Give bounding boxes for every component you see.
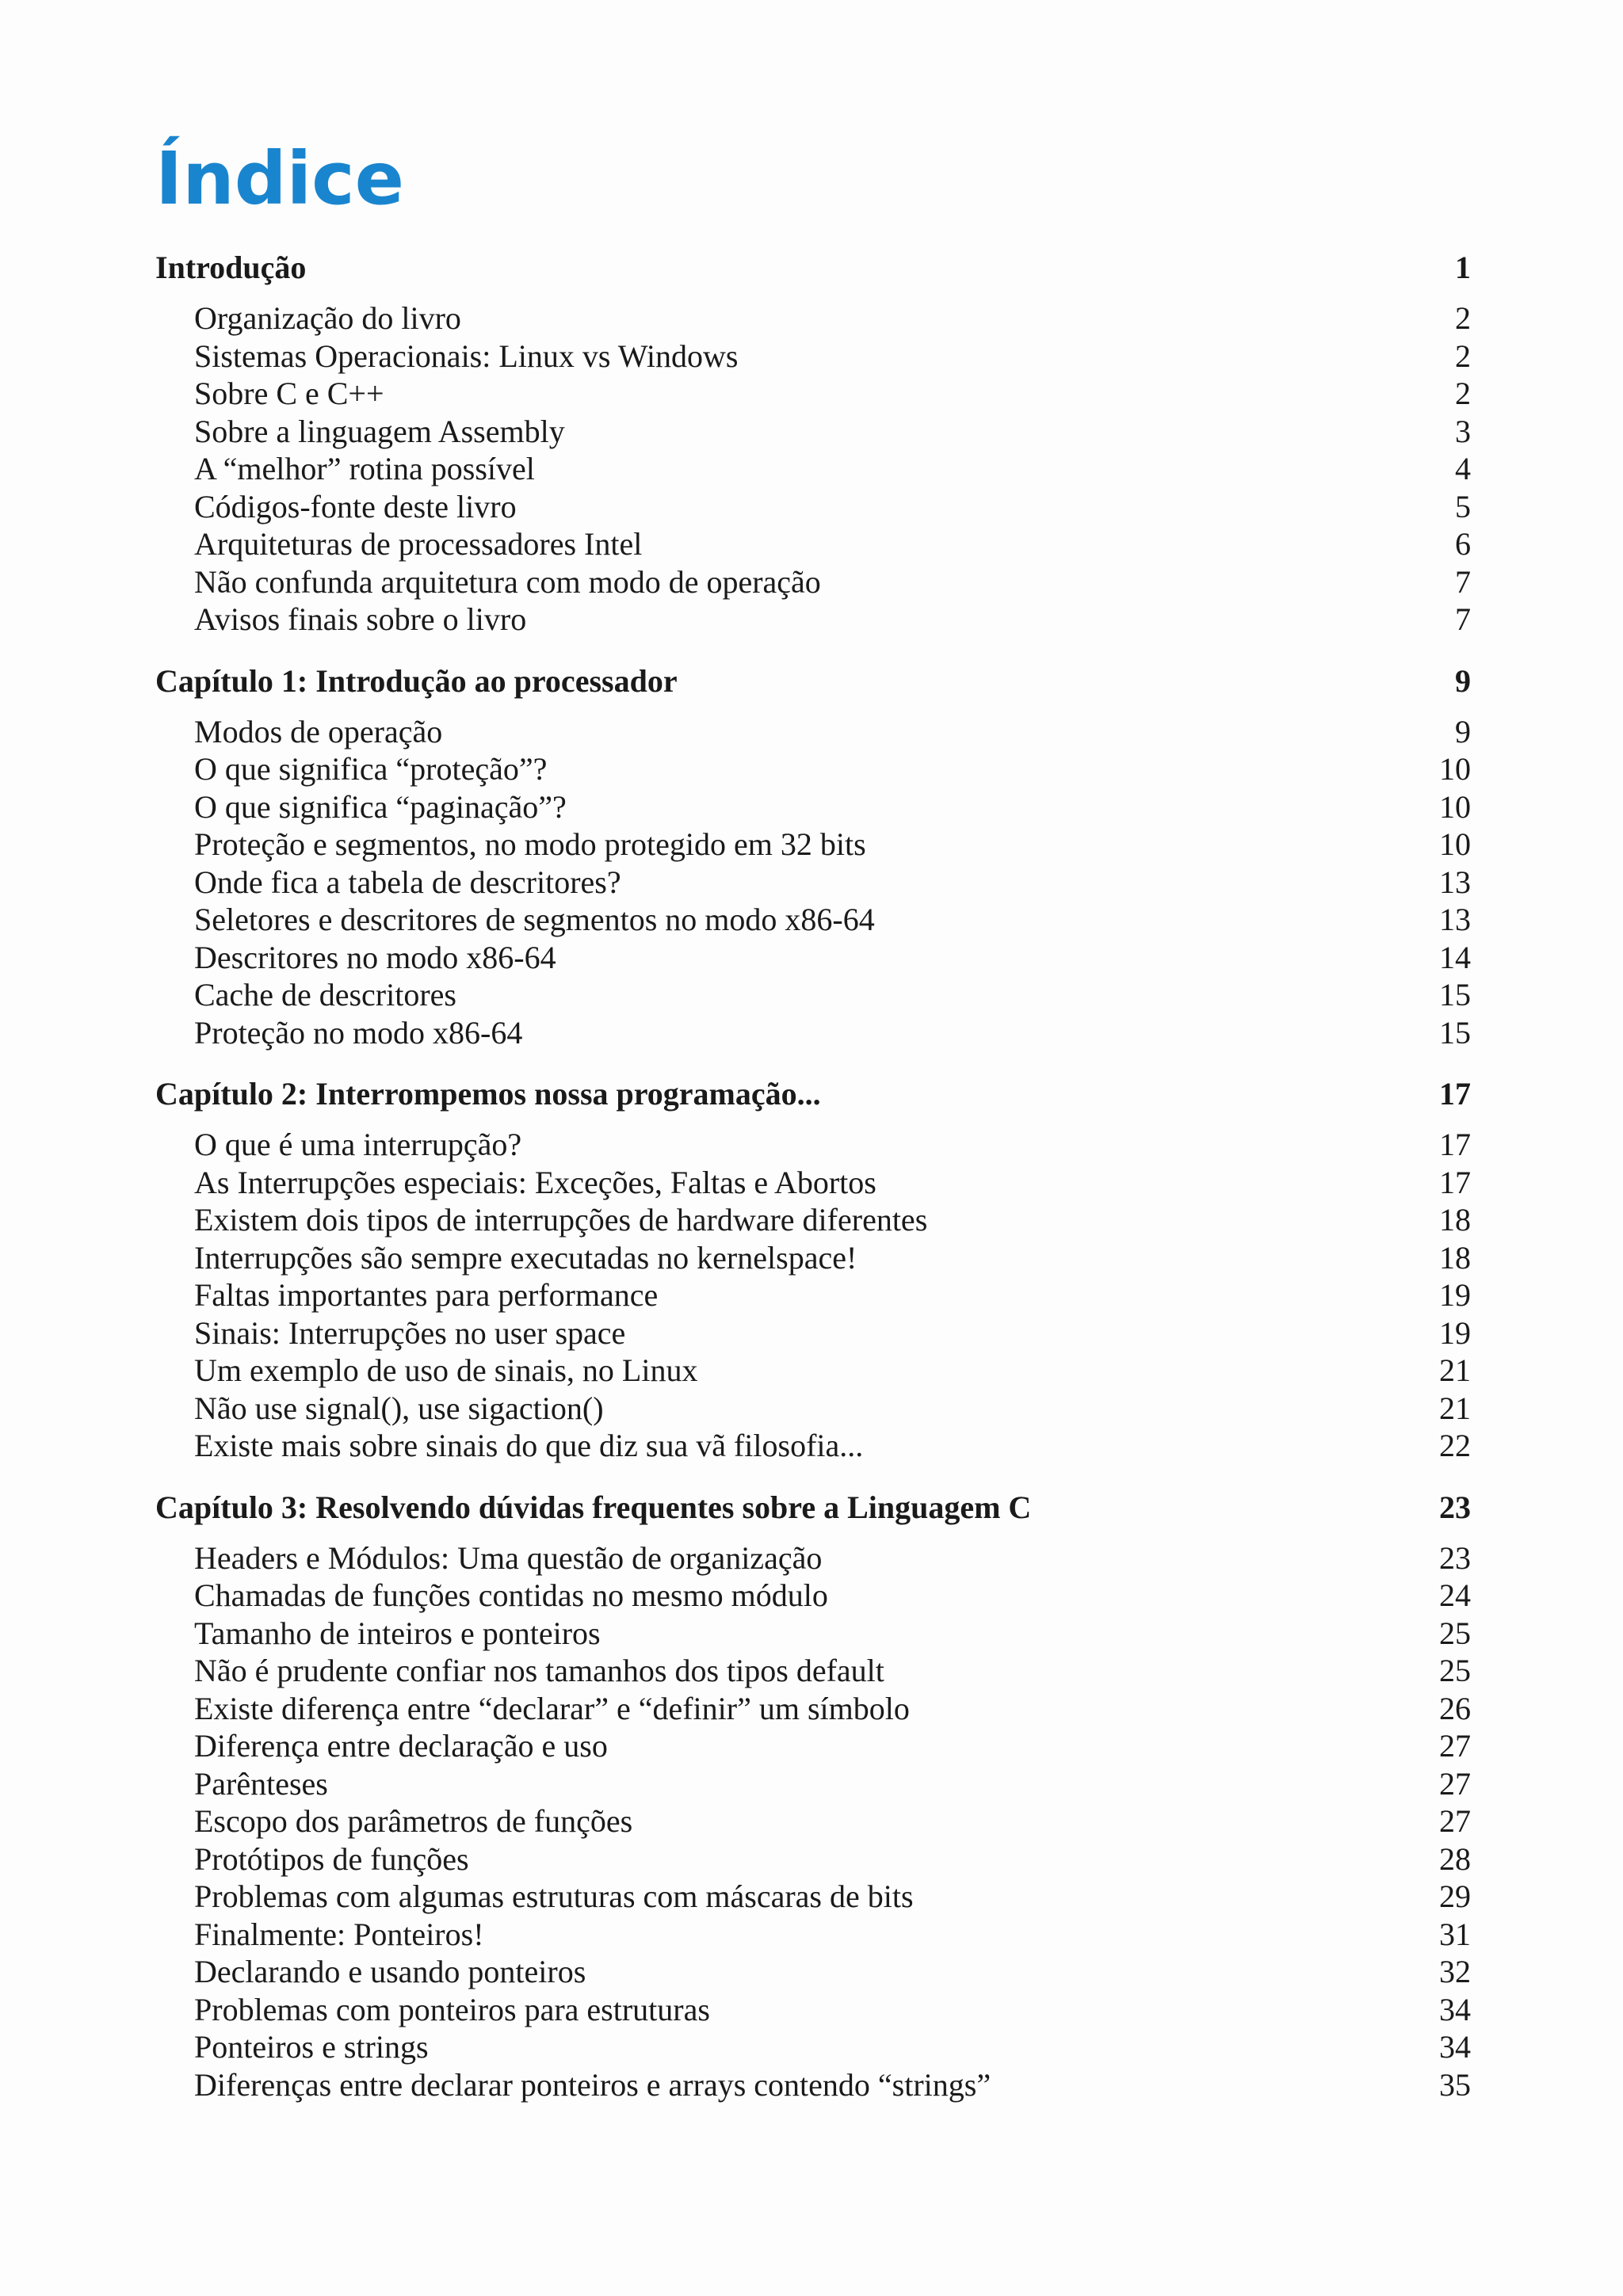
toc-section bbox=[155, 247, 1471, 639]
toc-entry-title: Arquiteturas de processadores Intel bbox=[194, 526, 643, 562]
toc-entry[interactable] bbox=[155, 1539, 1471, 1577]
toc-entry[interactable] bbox=[155, 1239, 1471, 1277]
chapter-title: Capítulo 3: Resolvendo dúvidas frequentes sobre a Linguagem C bbox=[155, 1489, 1032, 1525]
toc-entry-title: Existem dois tipos de interrupções de hardware diferentes bbox=[194, 1202, 928, 1238]
toc-entry-title: Diferenças entre declarar ponteiros e arrays contendo “strings” bbox=[194, 2066, 991, 2103]
toc-entry[interactable] bbox=[155, 1802, 1471, 1840]
toc-entry[interactable] bbox=[155, 375, 1471, 413]
toc-section bbox=[155, 1074, 1471, 1465]
toc-entry[interactable] bbox=[155, 1690, 1471, 1728]
toc-entry[interactable] bbox=[155, 826, 1471, 864]
toc-entry[interactable] bbox=[155, 299, 1471, 338]
toc-entry-page-number: 14 bbox=[1439, 939, 1471, 975]
toc-entry[interactable] bbox=[155, 1727, 1471, 1765]
toc-entry[interactable] bbox=[155, 1201, 1471, 1239]
toc-entry-title: Sobre a linguagem Assembly bbox=[194, 413, 565, 449]
toc-entry[interactable] bbox=[155, 901, 1471, 939]
toc-chapter-heading[interactable] bbox=[155, 1487, 1471, 1528]
toc-entry-title: Parênteses bbox=[194, 1765, 328, 1802]
toc-entry-title: Sistemas Operacionais: Linux vs Windows bbox=[194, 338, 739, 374]
toc-entry-title: O que significa “paginação”? bbox=[194, 788, 567, 825]
toc-entry[interactable] bbox=[155, 1164, 1471, 1202]
toc-entry-title: Headers e Módulos: Uma questão de organização bbox=[194, 1539, 823, 1576]
toc-entry[interactable] bbox=[155, 1577, 1471, 1615]
toc-entry-title: Problemas com algumas estruturas com máscaras de bits bbox=[194, 1878, 914, 1914]
toc-entry-title: Seletores e descritores de segmentos no modo x86-64 bbox=[194, 902, 875, 937]
toc-entry-page-number: 15 bbox=[1439, 977, 1471, 1013]
toc-entry-page-number: 6 bbox=[1455, 526, 1471, 562]
toc-entry-page-number: 3 bbox=[1455, 413, 1471, 449]
toc-entry-page-number: 32 bbox=[1439, 1954, 1471, 1989]
toc-entry-page-number: 19 bbox=[1439, 1277, 1471, 1313]
toc-entry-page-number: 22 bbox=[1439, 1428, 1471, 1463]
toc-entry[interactable] bbox=[155, 601, 1471, 639]
toc-entry-title: Escopo dos parâmetros de funções bbox=[194, 1803, 633, 1839]
toc-entry-title: Onde fica a tabela de descritores? bbox=[194, 864, 621, 900]
toc-section bbox=[155, 661, 1471, 1052]
toc-entry[interactable] bbox=[155, 1615, 1471, 1653]
toc-entry-title: Não é prudente confiar nos tamanhos dos tipos default bbox=[194, 1653, 884, 1688]
toc-entry[interactable] bbox=[155, 976, 1471, 1014]
toc-entry-page-number: 18 bbox=[1439, 1239, 1471, 1276]
toc-entry-page-number: 2 bbox=[1455, 338, 1471, 374]
toc-entry-page-number: 23 bbox=[1439, 1539, 1471, 1576]
toc-entry-page-number: 17 bbox=[1439, 1127, 1471, 1162]
chapter-title: Capítulo 1: Introdução ao processador bbox=[155, 662, 678, 699]
toc-entry[interactable] bbox=[155, 1390, 1471, 1428]
toc-entry-title: Um exemplo de uso de sinais, no Linux bbox=[194, 1352, 698, 1388]
toc-entry[interactable] bbox=[155, 1840, 1471, 1878]
toc-entry[interactable] bbox=[155, 864, 1471, 902]
chapter-page-number: 1 bbox=[1455, 250, 1471, 285]
toc-entry-title: O que é uma interrupção? bbox=[194, 1127, 522, 1162]
toc-chapter-heading[interactable] bbox=[155, 1074, 1471, 1115]
toc-entry-title: Problemas com ponteiros para estruturas bbox=[194, 1991, 710, 2027]
chapter-title: Introdução bbox=[155, 250, 307, 285]
toc-entry-page-number: 34 bbox=[1439, 1991, 1471, 2027]
toc-entry-page-number: 13 bbox=[1439, 902, 1471, 937]
toc-entry[interactable] bbox=[155, 1878, 1471, 1916]
toc-entry-title: Existe diferença entre “declarar” e “definir” um símbolo bbox=[194, 1690, 910, 1726]
toc-entry-page-number: 25 bbox=[1439, 1615, 1471, 1651]
toc-entry-page-number: 7 bbox=[1455, 563, 1471, 600]
toc-entry-title: Ponteiros e strings bbox=[194, 2029, 429, 2065]
toc-entry[interactable] bbox=[155, 788, 1471, 826]
toc-entry[interactable] bbox=[155, 1953, 1471, 1991]
toc-entry-page-number: 21 bbox=[1439, 1390, 1471, 1426]
toc-entry-page-number: 24 bbox=[1439, 1577, 1471, 1613]
toc-entry-page-number: 10 bbox=[1439, 826, 1471, 862]
toc-entry[interactable] bbox=[155, 1427, 1471, 1465]
toc-entry-page-number: 25 bbox=[1439, 1653, 1471, 1688]
document-page bbox=[155, 136, 1471, 2126]
toc-entry-title: O que significa “proteção”? bbox=[194, 751, 548, 787]
toc-entry-title: Protótipos de funções bbox=[194, 1840, 469, 1877]
toc-entry[interactable] bbox=[155, 1916, 1471, 1954]
toc-entry-title: Avisos finais sobre o livro bbox=[194, 601, 527, 637]
toc-entry-page-number: 34 bbox=[1439, 2029, 1471, 2065]
toc-entry-page-number: 4 bbox=[1455, 451, 1471, 486]
toc-entry[interactable] bbox=[155, 1314, 1471, 1352]
toc-entry-page-number: 31 bbox=[1439, 1916, 1471, 1952]
toc-entry[interactable] bbox=[155, 1276, 1471, 1314]
page-title: Índice bbox=[155, 136, 405, 221]
toc-entry-title: Proteção no modo x86-64 bbox=[194, 1014, 523, 1051]
toc-entry-title: Não use signal(), use sigaction() bbox=[194, 1390, 604, 1426]
toc-section bbox=[155, 1487, 1471, 2104]
toc-entry[interactable] bbox=[155, 2066, 1471, 2104]
toc-entry-page-number: 21 bbox=[1439, 1352, 1471, 1388]
toc-entry-page-number: 10 bbox=[1439, 788, 1471, 825]
toc-chapter-heading[interactable] bbox=[155, 661, 1471, 702]
toc-entry-title: Existe mais sobre sinais do que diz sua vã filosofia... bbox=[194, 1428, 864, 1463]
toc-entry-title: Proteção e segmentos, no modo protegido em 32 bits bbox=[194, 826, 866, 862]
toc-entry[interactable] bbox=[155, 525, 1471, 563]
toc-entry-page-number: 27 bbox=[1439, 1765, 1471, 1802]
toc-entry-title: Sinais: Interrupções no user space bbox=[194, 1314, 626, 1351]
toc-entry[interactable] bbox=[155, 750, 1471, 788]
toc-entry-page-number: 13 bbox=[1439, 864, 1471, 900]
toc-entry-page-number: 17 bbox=[1439, 1164, 1471, 1200]
chapter-page-number: 9 bbox=[1455, 662, 1471, 699]
toc-entry-title: Organização do livro bbox=[194, 300, 461, 336]
toc-entry[interactable] bbox=[155, 450, 1471, 488]
toc-entry-title: Não confunda arquitetura com modo de operação bbox=[194, 563, 821, 600]
table-of-contents bbox=[155, 247, 1471, 2103]
toc-entry[interactable] bbox=[155, 488, 1471, 526]
toc-entry-title: Códigos-fonte deste livro bbox=[194, 488, 517, 524]
toc-entry[interactable] bbox=[155, 1991, 1471, 2029]
toc-entry[interactable] bbox=[155, 1652, 1471, 1690]
toc-entry[interactable] bbox=[155, 1352, 1471, 1390]
toc-entry-title: Descritores no modo x86-64 bbox=[194, 939, 556, 975]
toc-entry-title: Sobre C e C++ bbox=[194, 376, 384, 411]
toc-entry-page-number: 19 bbox=[1439, 1314, 1471, 1351]
toc-entry[interactable] bbox=[155, 1014, 1471, 1052]
toc-entry-title: As Interrupções especiais: Exceções, Faltas e Abortos bbox=[194, 1164, 876, 1200]
toc-entry-page-number: 35 bbox=[1439, 2066, 1471, 2103]
toc-entry[interactable] bbox=[155, 338, 1471, 376]
toc-entry-page-number: 2 bbox=[1455, 376, 1471, 411]
toc-entry-title: Declarando e usando ponteiros bbox=[194, 1954, 586, 1989]
toc-entry[interactable] bbox=[155, 939, 1471, 977]
chapter-page-number: 17 bbox=[1439, 1076, 1471, 1112]
toc-entry-title: Modos de operação bbox=[194, 713, 443, 749]
toc-entry-title: Finalmente: Ponteiros! bbox=[194, 1916, 484, 1952]
toc-entry[interactable] bbox=[155, 1765, 1471, 1803]
toc-entry-page-number: 26 bbox=[1439, 1690, 1471, 1726]
toc-entry[interactable] bbox=[155, 563, 1471, 601]
toc-entry-page-number: 27 bbox=[1439, 1728, 1471, 1764]
toc-entry-page-number: 27 bbox=[1439, 1803, 1471, 1839]
toc-entry-title: Chamadas de funções contidas no mesmo módulo bbox=[194, 1577, 828, 1613]
toc-entry[interactable] bbox=[155, 1126, 1471, 1164]
toc-entry-title: A “melhor” rotina possível bbox=[194, 451, 535, 486]
chapter-title: Capítulo 2: Interrompemos nossa programação... bbox=[155, 1076, 821, 1112]
toc-entry-title: Diferença entre declaração e uso bbox=[194, 1728, 608, 1764]
toc-entry-page-number: 18 bbox=[1439, 1202, 1471, 1238]
toc-entry[interactable] bbox=[155, 2028, 1471, 2066]
toc-entry[interactable] bbox=[155, 713, 1471, 751]
chapter-page-number: 23 bbox=[1439, 1489, 1471, 1525]
toc-entry-page-number: 29 bbox=[1439, 1878, 1471, 1914]
toc-entry-title: Tamanho de inteiros e ponteiros bbox=[194, 1615, 601, 1651]
toc-entry-page-number: 5 bbox=[1455, 488, 1471, 524]
toc-entry-title: Interrupções são sempre executadas no kernelspace! bbox=[194, 1239, 857, 1276]
toc-entry-page-number: 9 bbox=[1455, 713, 1471, 749]
toc-entry[interactable] bbox=[155, 413, 1471, 451]
toc-entry-page-number: 10 bbox=[1439, 751, 1471, 787]
toc-entry-page-number: 15 bbox=[1439, 1014, 1471, 1051]
toc-entry-title: Cache de descritores bbox=[194, 977, 456, 1013]
toc-entry-title: Faltas importantes para performance bbox=[194, 1277, 659, 1313]
toc-entry-page-number: 28 bbox=[1439, 1840, 1471, 1877]
toc-chapter-heading[interactable] bbox=[155, 247, 1471, 288]
toc-entry-page-number: 7 bbox=[1455, 601, 1471, 637]
toc-entry-page-number: 2 bbox=[1455, 300, 1471, 336]
